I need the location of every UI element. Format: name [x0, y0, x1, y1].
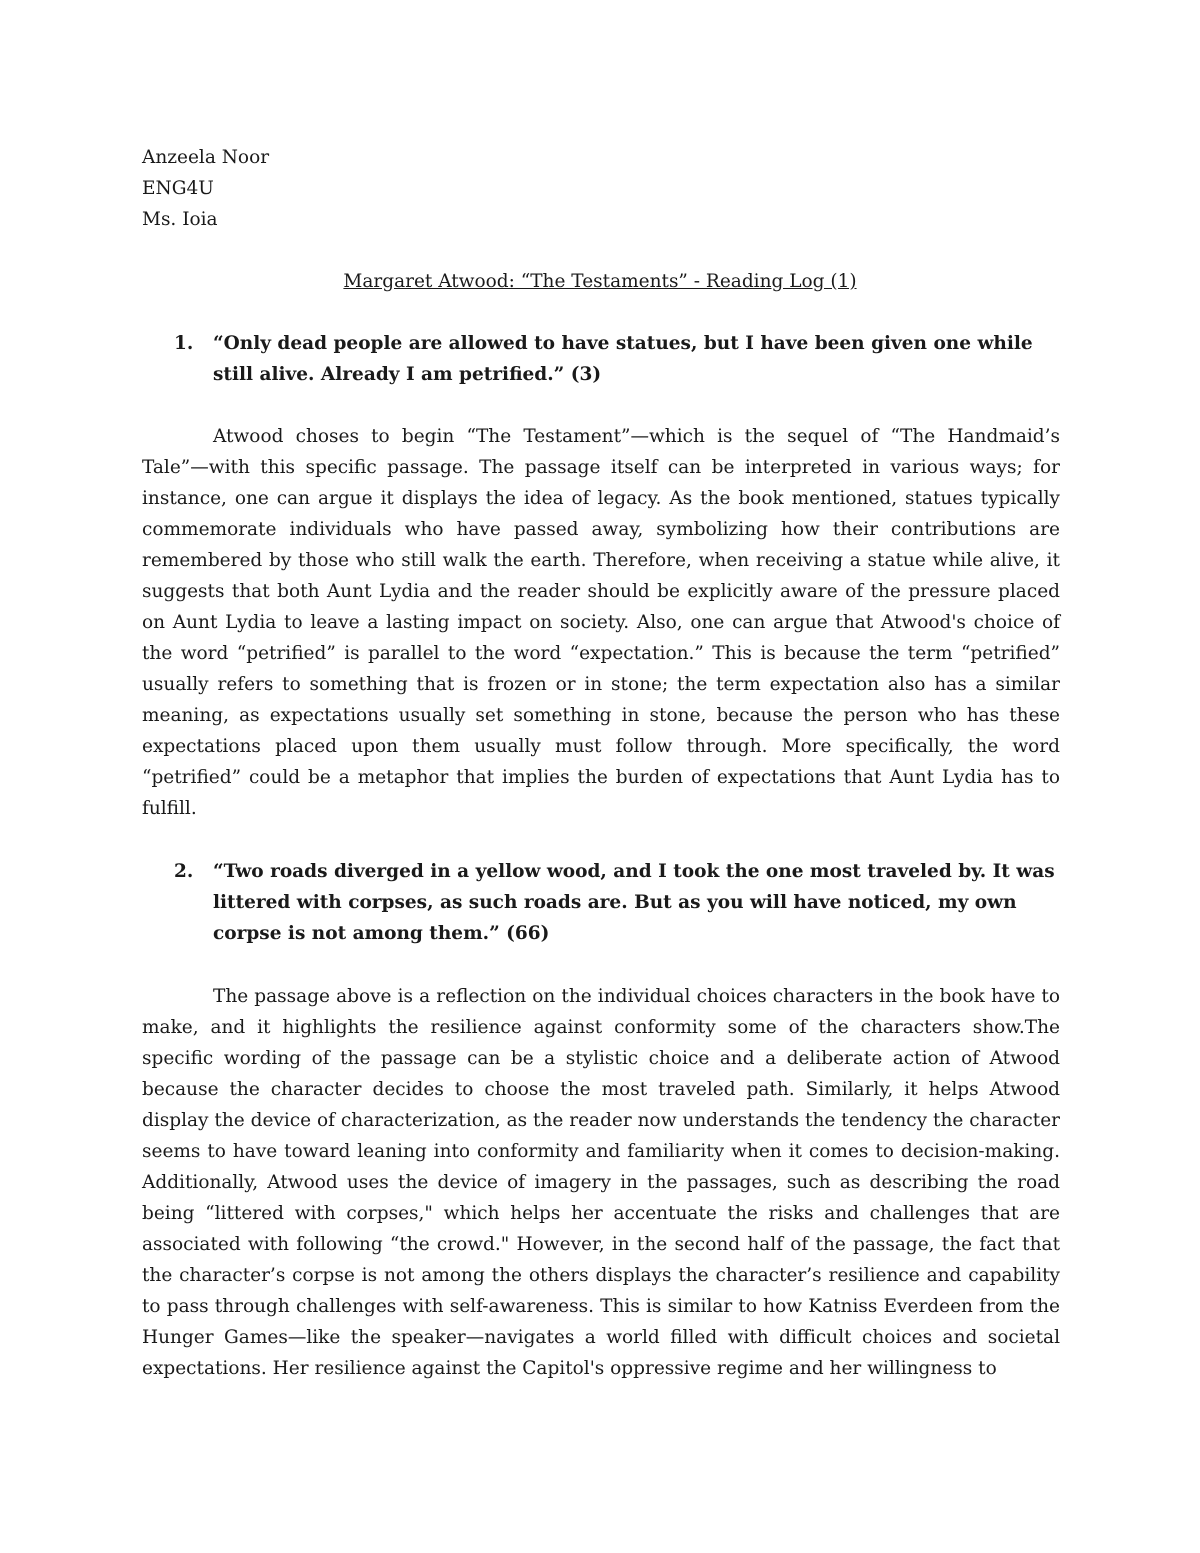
quote-2 [142, 856, 1060, 949]
student-name: Anzeela Noor [142, 147, 270, 168]
response-2: The passage above is a reflection on the individual choices characters in the book have to make, and it highlights the resilience against conformity some of the characters show.The specific wording of the passage can be a stylistic choice and a deliberate action of Atwood because the character decides to choose the most traveled path. Similarly, it helps Atwood display the device of characterization, as the reader now understands the tendency the character seems to have toward leaning into conformity and familiarity when it comes to decision-making. Additionally, Atwood uses the device of imagery in the passages, such as describing the road being “littered with corpses," which helps her accentuate the risks and challenges that are associated with following “the crowd." However, in the second half of the passage, the fact that the character’s corpse is not among the others displays the character’s resilience and capability to pass through challenges with self-awareness. This is similar to how Katniss Everdeen from the Hunger Games—like the speaker—navigates a world filled with difficult choices and societal expectations. Her resilience against the Capitol's oppressive regime and her willingness to [142, 986, 1060, 1379]
quote-1-text: “Only dead people are allowed to have statues, but I have been given one while still alive. Already I am petrified.” (3) [213, 333, 1033, 385]
course-code: ENG4U [142, 178, 214, 199]
quote-1 [142, 328, 1060, 390]
quote-2-text: “Two roads diverged in a yellow wood, and I took the one most traveled by. It was littered with corpses, as such roads are. But as you will have noticed, my own corpse is not among them.” (66) [213, 861, 1055, 944]
quote-1-number: 1. [174, 333, 194, 354]
quote-2-number: 2. [174, 861, 194, 882]
document-title: Margaret Atwood: “The Testaments” - Reading Log (1) [343, 271, 857, 292]
teacher-name: Ms. Ioia [142, 209, 218, 230]
header-block [142, 142, 269, 235]
response-1: Atwood choses to begin “The Testament”—which is the sequel of “The Handmaid’s Tale”—with this specific passage. The passage itself can be interpreted in various ways; for instance, one can argue it displays the idea of legacy. As the book mentioned, statues typically commemorate individuals who have passed away, symbolizing how their contributions are remembered by those who still walk the earth. Therefore, when receiving a statue while alive, it suggests that both Aunt Lydia and the reader should be explicitly aware of the pressure placed on Aunt Lydia to leave a lasting impact on society. Also, one can argue that Atwood's choice of the word “petrified” is parallel to the word “expectation.” This is because the term “petrified” usually refers to something that is frozen or in stone; the term expectation also has a similar meaning, as expectations usually set something in stone, because the person who has these expectations placed upon them usually must follow through. More specifically, the word “petrified” could be a metaphor that implies the burden of expectations that Aunt Lydia has to fulfill. [142, 426, 1060, 819]
